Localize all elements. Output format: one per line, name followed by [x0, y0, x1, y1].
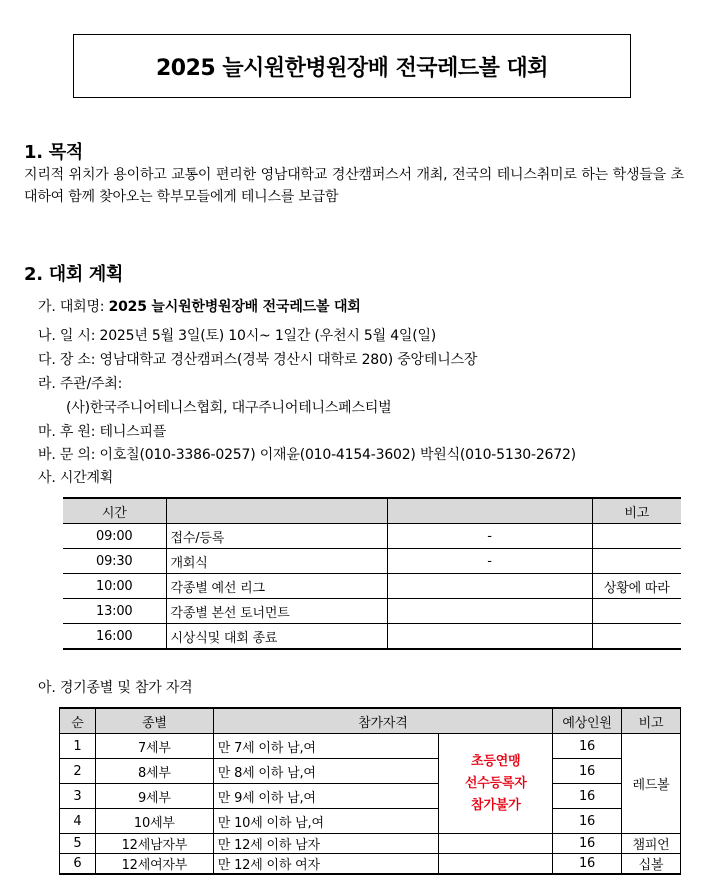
schedule-header-event: [166, 498, 387, 524]
schedule-event: 각종별 예선 리그: [166, 574, 387, 599]
division-qual: 만 12세 이하 남자: [213, 834, 439, 854]
schedule-note: [592, 599, 681, 624]
event-contact: 바. 문 의: 이호칠(010-3386-0257) 이재윤(010-4154-3602) 박원식(010-5130-2672): [38, 447, 576, 463]
note-champion: 챔피언: [622, 834, 681, 854]
division-qual: 만 10세 이하 남,여: [213, 809, 439, 834]
section2-heading: 2. 대회 계획: [24, 264, 124, 285]
division-header-cat: 종별: [95, 708, 213, 734]
restriction-line: 선수등록자: [464, 775, 527, 791]
division-header-qual: 참가자격: [213, 708, 552, 734]
schedule-time: 13:00: [63, 599, 166, 624]
schedule-header-note: 비고: [592, 498, 681, 524]
division-cat: 12세남자부: [95, 834, 213, 854]
division-no: 4: [60, 809, 96, 834]
division-header-count: 예상인원: [553, 708, 622, 734]
event-name-value: 2025 늘시원한병원장배 전국레드볼 대회: [108, 299, 361, 315]
division-header-row: [60, 708, 681, 734]
division-qual: 만 9세 이하 남,여: [213, 784, 439, 809]
division-count: 16: [553, 809, 622, 834]
division-cat: 10세부: [95, 809, 213, 834]
schedule-mid: -: [387, 549, 592, 574]
division-count: 16: [553, 854, 622, 875]
schedule-time: 16:00: [63, 624, 166, 650]
schedule-header-time: 시간: [63, 498, 166, 524]
schedule-table: [63, 497, 681, 650]
note-tenball: 십볼: [622, 854, 681, 875]
schedule-event: 접수/등록: [166, 524, 387, 549]
event-sponsor: 마. 후 원: 테니스피플: [38, 424, 167, 440]
schedule-note: [592, 549, 681, 574]
schedule-note: 상황에 따라: [592, 574, 681, 599]
event-host-label: 라. 주관/주최:: [38, 376, 123, 392]
division-no: 1: [60, 734, 96, 759]
restriction-line: 참가불가: [471, 797, 521, 813]
division-no: 2: [60, 759, 96, 784]
division-qual: 만 8세 이하 남,여: [213, 759, 439, 784]
schedule-note: [592, 624, 681, 650]
table-row: [60, 784, 681, 809]
event-name: [38, 297, 361, 317]
division-no: 6: [60, 854, 96, 875]
table-row: [60, 734, 681, 759]
table-row: [60, 759, 681, 784]
table-row: [63, 574, 681, 599]
restriction-line: 초등연맹: [471, 753, 521, 769]
event-name-label: 가. 대회명:: [38, 299, 109, 315]
division-cat: 7세부: [95, 734, 213, 759]
division-header-no: 순: [60, 708, 96, 734]
schedule-mid: [387, 624, 592, 650]
division-count: 16: [553, 834, 622, 854]
table-row: [63, 549, 681, 574]
table-row: [60, 854, 681, 875]
division-qual: 만 7세 이하 남,여: [213, 734, 439, 759]
event-date: 나. 일 시: 2025년 5월 3일(토) 10시~ 1일간 (우천시 5월 4일(일): [38, 328, 437, 344]
division-table: [59, 707, 681, 875]
document-title: 2025 늘시원한병원장배 전국레드볼 대회: [73, 34, 631, 98]
division-cat: 12세여자부: [95, 854, 213, 875]
table-row: [63, 624, 681, 650]
division-qual: 만 12세 이하 여자: [213, 854, 439, 875]
division-no: 5: [60, 834, 96, 854]
section1-heading: 1. 목적: [24, 142, 83, 163]
division-count: 16: [553, 784, 622, 809]
division-cat: 9세부: [95, 784, 213, 809]
table-row: [63, 524, 681, 549]
division-no: 3: [60, 784, 96, 809]
note-redball: 레드볼: [622, 734, 681, 834]
event-place: 다. 장 소: 영남대학교 경산캠퍼스(경북 경산시 대학로 280) 중앙테니스장: [38, 352, 478, 368]
schedule-time: 09:30: [63, 549, 166, 574]
schedule-mid: -: [387, 524, 592, 549]
division-qual-spacer: [439, 834, 553, 854]
event-host-value: (사)한국주니어테니스협회, 대구주니어테니스페스티벌: [66, 400, 392, 416]
division-count: 16: [553, 734, 622, 759]
division-header-note: 비고: [622, 708, 681, 734]
schedule-event: 시상식및 대회 종료: [166, 624, 387, 650]
schedule-mid: [387, 599, 592, 624]
table-row: [60, 809, 681, 834]
schedule-time: 10:00: [63, 574, 166, 599]
schedule-header-row: [63, 498, 681, 524]
schedule-label: 사. 시간계획: [38, 470, 114, 486]
table-row: [63, 599, 681, 624]
restriction-note: [439, 734, 553, 834]
division-label: 아. 경기종별 및 참가 자격: [38, 680, 193, 696]
division-qual-spacer: [439, 854, 553, 875]
schedule-time: 09:00: [63, 524, 166, 549]
table-row: [60, 834, 681, 854]
schedule-event: 개회식: [166, 549, 387, 574]
division-count: 16: [553, 759, 622, 784]
division-cat: 8세부: [95, 759, 213, 784]
schedule-note: [592, 524, 681, 549]
schedule-event: 각종별 본선 토너먼트: [166, 599, 387, 624]
schedule-header-mid: [387, 498, 592, 524]
section1-text: 지리적 위치가 용이하고 교통이 편리한 영남대학교 경산캠퍼스서 개최, 전국의 테니스취미로 하는 학생들을 초대하여 함께 찾아오는 학부모들에게 테니스를 보급함: [24, 167, 684, 205]
schedule-mid: [387, 574, 592, 599]
